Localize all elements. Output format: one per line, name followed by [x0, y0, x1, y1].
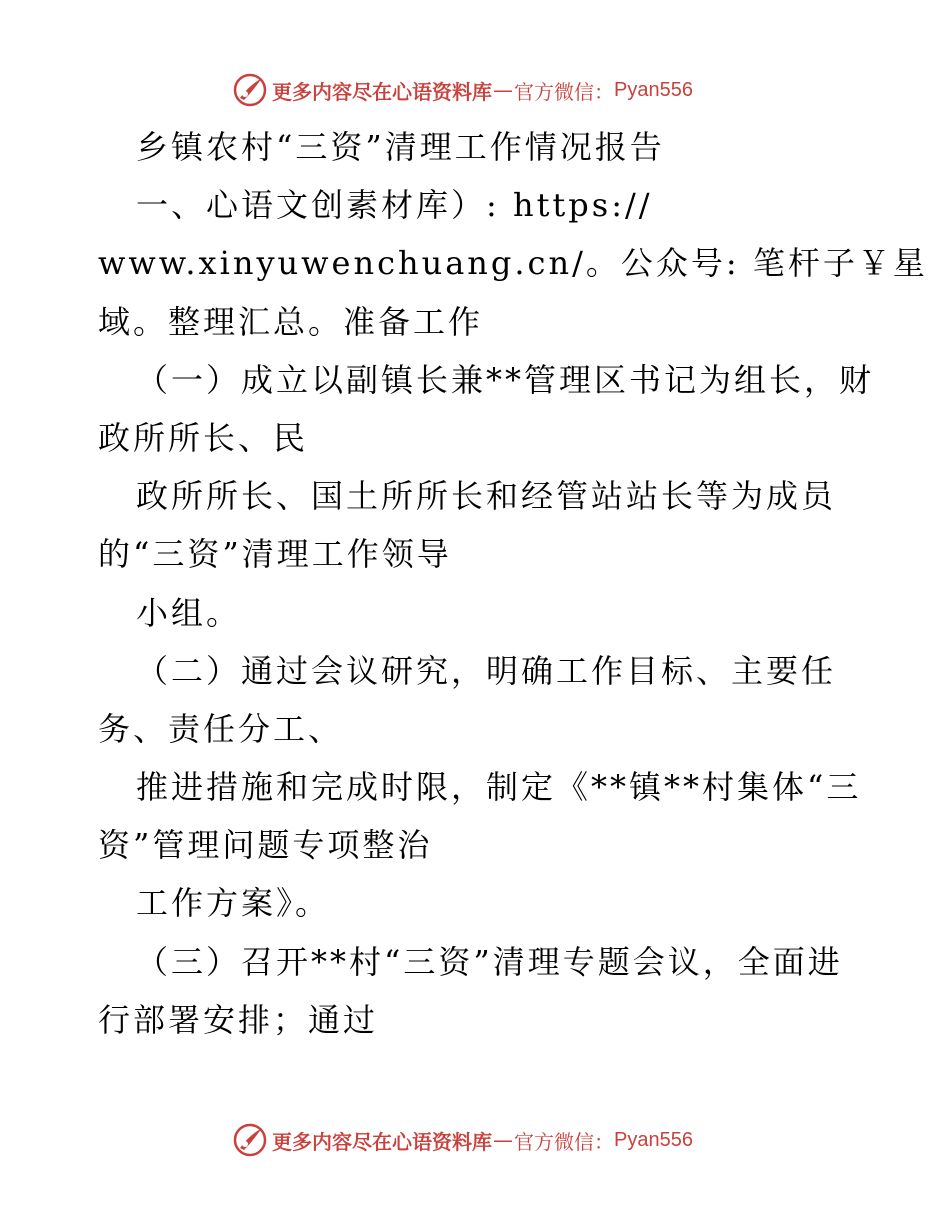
- watermark-wechat-id: Pyan556: [614, 1128, 693, 1151]
- text-line: 工作方案》。: [136, 884, 331, 923]
- text-line: www.xinyuwenchuang.cn/。公众号: 笔杆子￥星: [98, 244, 928, 283]
- text-line: 小组。: [136, 593, 242, 632]
- ink-drop-logo-icon: [232, 72, 268, 108]
- document-title: 乡镇农村“三资”清理工作情况报告: [136, 128, 665, 166]
- text-line: 政所所长、民: [98, 418, 309, 457]
- document-body: [98, 118, 928, 1049]
- text-line: （二）通过会议研究，明确工作目标、主要任: [136, 651, 837, 690]
- footer-watermark-banner: [232, 1120, 693, 1160]
- text-line: 务、责任分工、: [98, 709, 344, 748]
- text-line: 域。整理汇总。准备工作: [98, 302, 484, 341]
- text-line: 一、心语文创素材库）: https://: [136, 186, 653, 225]
- text-line: （一）成立以副镇长兼**管理区书记为组长，财: [136, 360, 875, 399]
- watermark-text: 更多内容尽在心语资料库: [272, 1129, 492, 1154]
- watermark-dash: —: [493, 78, 513, 102]
- text-line: 的“三资”清理工作领导: [98, 535, 452, 574]
- header-watermark-banner: [232, 70, 693, 110]
- text-line: 政所所长、国土所所长和经管站站长等为成员: [136, 477, 837, 516]
- text-line: 资”管理问题专项整治: [98, 826, 433, 865]
- ink-drop-logo-icon: [232, 1122, 268, 1158]
- text-line: （三）召开**村“三资”清理专题会议，全面进: [136, 942, 843, 981]
- watermark-wechat-label: 官方微信：: [514, 1129, 614, 1154]
- watermark-text: 更多内容尽在心语资料库: [272, 79, 492, 104]
- watermark-wechat-label: 官方微信：: [514, 79, 614, 104]
- watermark-dash: —: [493, 1128, 513, 1152]
- watermark-wechat-id: Pyan556: [614, 78, 693, 101]
- text-line: 推进措施和完成时限，制定《**镇**村集体“三: [136, 768, 862, 807]
- text-line: 行部署安排；通过: [98, 1000, 379, 1039]
